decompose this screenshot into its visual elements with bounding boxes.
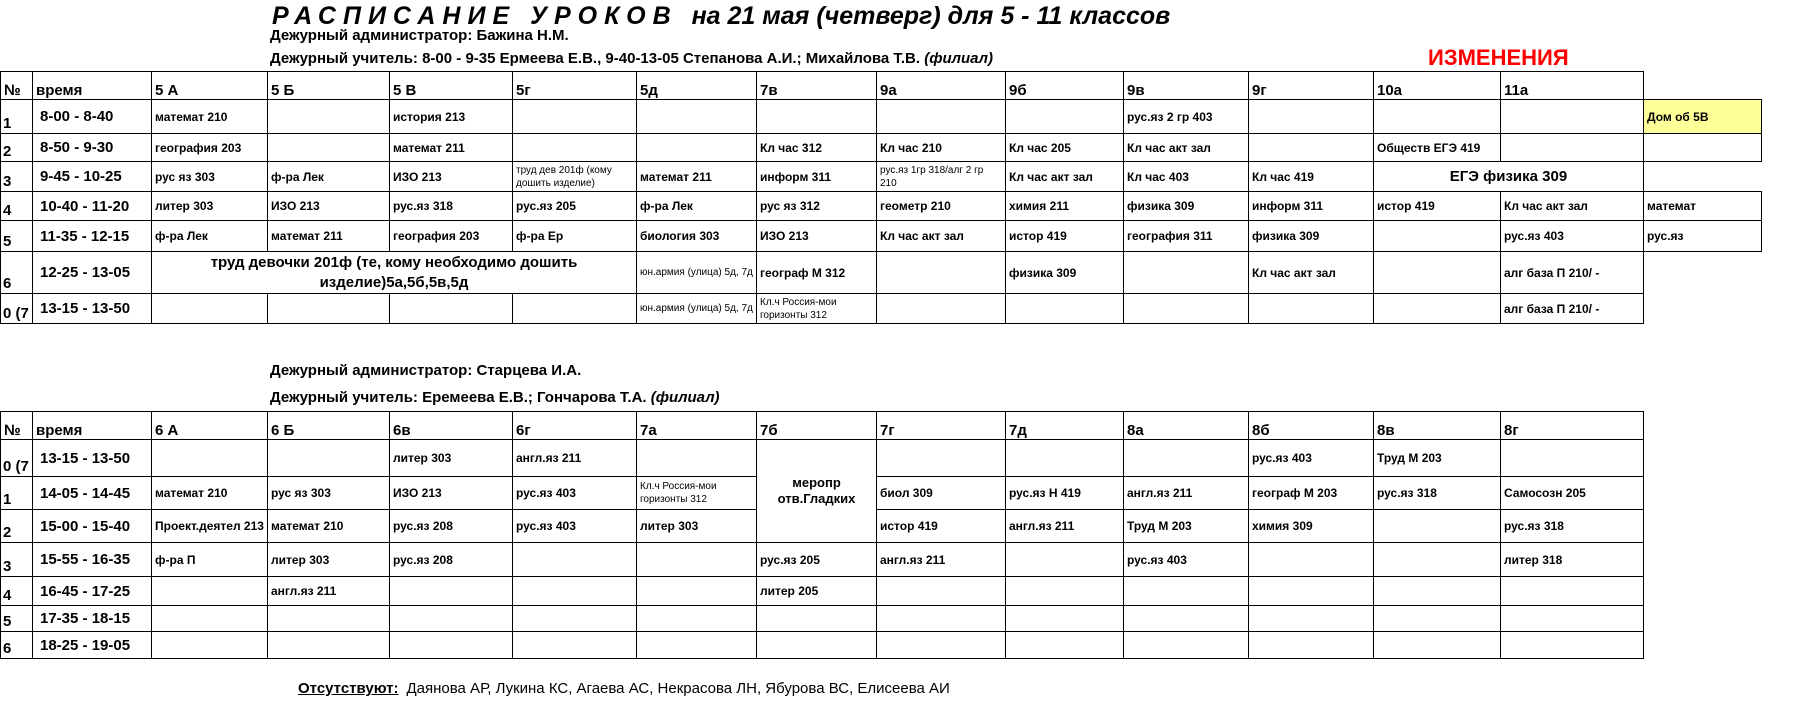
lesson-number: 1 (1, 477, 33, 510)
extra-cell: рус.яз (1644, 221, 1762, 252)
lesson-time: 18-25 - 19-05 (33, 632, 152, 659)
lesson-cell (513, 606, 637, 632)
lesson-number: 0 (7 (1, 294, 33, 324)
lesson-cell (1249, 606, 1374, 632)
lesson-cell: Кл.ч Россия-мои горизонты 312 (757, 294, 877, 324)
lesson-cell: Кл час 210 (877, 134, 1006, 162)
lesson-cell: математ 211 (637, 162, 757, 192)
duty-admin-1: Дежурный администратор: Бажина Н.М. (270, 27, 569, 44)
lesson-cell: литер 303 (637, 510, 757, 543)
lesson-cell: юн.армия (улица) 5д, 7д (637, 252, 757, 294)
lesson-time: 14-05 - 14-45 (33, 477, 152, 510)
lesson-cell: англ.яз 211 (1006, 510, 1124, 543)
header-row (1, 412, 1644, 440)
column-header: 5 А (152, 72, 268, 100)
lesson-cell (152, 440, 268, 477)
lesson-cell: Кл час 403 (1124, 162, 1249, 192)
changes-label: ИЗМЕНЕНИЯ (1428, 45, 1569, 70)
lesson-cell: Кл час акт зал (1006, 162, 1124, 192)
lesson-cell: рус.яз 403 (1501, 221, 1644, 252)
column-header: № (1, 412, 33, 440)
lesson-number: 5 (1, 606, 33, 632)
lesson-cell: Труд М 203 (1124, 510, 1249, 543)
lesson-cell: информ 311 (757, 162, 877, 192)
lesson-cell: рус.яз 2 гр 403 (1124, 100, 1249, 134)
lesson-cell: литер 303 (268, 543, 390, 577)
lesson-cell (1124, 440, 1249, 477)
lesson-cell: математ 211 (390, 134, 513, 162)
page-title: РАСПИСАНИЕ УРОКОВ на 21 мая (четверг) для 5 - 11 классов (272, 2, 1171, 30)
column-header: 5д (637, 72, 757, 100)
lesson-cell: ф-ра Лек (637, 192, 757, 221)
column-header: время (33, 72, 152, 100)
lesson-cell (1501, 606, 1644, 632)
column-header: 9г (1249, 72, 1374, 100)
lesson-cell: Труд М 203 (1374, 440, 1501, 477)
lesson-cell: географ М 203 (1249, 477, 1374, 510)
duty-teacher-2: Дежурный учитель: Еремеева Е.В.; Гончарова Т.А. (филиал) (270, 389, 720, 406)
table-row (1, 606, 1644, 632)
lesson-cell (637, 632, 757, 659)
lesson-cell: география 203 (152, 134, 268, 162)
lesson-cell (152, 632, 268, 659)
lesson-cell: алг база П 210/ - (1501, 294, 1644, 324)
lesson-cell (390, 577, 513, 606)
extra-cell (1644, 134, 1762, 162)
lesson-cell (637, 606, 757, 632)
lesson-cell (1249, 134, 1374, 162)
lesson-cell: математ 211 (268, 221, 390, 252)
lesson-cell: рус яз 312 (757, 192, 877, 221)
lesson-cell: юн.армия (улица) 5д, 7д (637, 294, 757, 324)
lesson-cell: Кл час 312 (757, 134, 877, 162)
spacer-cell (1644, 294, 1762, 324)
lesson-number: 4 (1, 577, 33, 606)
lesson-cell: математ 210 (152, 477, 268, 510)
duty-admin-2: Дежурный администратор: Старцева И.А. (270, 362, 582, 379)
lesson-cell (390, 632, 513, 659)
column-header: 10а (1374, 72, 1501, 100)
lesson-cell: рус.яз 208 (390, 510, 513, 543)
table-row (1, 192, 1762, 221)
lesson-cell (757, 632, 877, 659)
lesson-cell (268, 134, 390, 162)
column-header: 8а (1124, 412, 1249, 440)
lesson-cell (637, 440, 757, 477)
table-row (1, 440, 1644, 477)
lesson-cell (1249, 294, 1374, 324)
lesson-cell: литер 303 (152, 192, 268, 221)
lesson-cell: рус.яз 1гр 318/алг 2 гр 210 (877, 162, 1006, 192)
lesson-number: 5 (1, 221, 33, 252)
lesson-time: 8-00 - 8-40 (33, 100, 152, 134)
lesson-cell: ЕГЭ физика 309 (1374, 162, 1644, 192)
lesson-cell: истор 419 (1006, 221, 1124, 252)
column-header: 8г (1501, 412, 1644, 440)
lesson-time: 16-45 - 17-25 (33, 577, 152, 606)
lesson-cell: труд дев 201ф (кому дошить изделие) (513, 162, 637, 192)
event-cell: меропр отв.Гладких (757, 440, 877, 543)
column-header: 6в (390, 412, 513, 440)
lesson-cell: рус.яз 208 (390, 543, 513, 577)
schedule-table-2 (0, 411, 1644, 659)
lesson-cell: Кл час акт зал (1501, 192, 1644, 221)
lesson-cell: информ 311 (1249, 192, 1374, 221)
extra-cell: математ (1644, 192, 1762, 221)
table-row (1, 252, 1762, 294)
lesson-cell: рус.яз 205 (757, 543, 877, 577)
lesson-number: 4 (1, 192, 33, 221)
lesson-cell (1374, 100, 1501, 134)
column-header: 7д (1006, 412, 1124, 440)
lesson-cell (637, 543, 757, 577)
lesson-cell (877, 577, 1006, 606)
lesson-cell (637, 577, 757, 606)
lesson-time: 13-15 - 13-50 (33, 440, 152, 477)
lesson-cell (1374, 294, 1501, 324)
lesson-cell: рус.яз 403 (1249, 440, 1374, 477)
lesson-cell: рус.яз 403 (513, 477, 637, 510)
lesson-cell: ИЗО 213 (390, 162, 513, 192)
lesson-cell: литер 205 (757, 577, 877, 606)
lesson-cell (390, 294, 513, 324)
lesson-cell (1124, 577, 1249, 606)
lesson-time: 10-40 - 11-20 (33, 192, 152, 221)
lesson-time: 9-45 - 10-25 (33, 162, 152, 192)
lesson-cell (513, 577, 637, 606)
table-row (1, 134, 1762, 162)
lesson-cell (1124, 252, 1249, 294)
lesson-cell (877, 606, 1006, 632)
lesson-cell: англ.яз 211 (513, 440, 637, 477)
lesson-cell (1249, 100, 1374, 134)
table-row (1, 221, 1762, 252)
lesson-number: 3 (1, 162, 33, 192)
lesson-number: 0 (7 (1, 440, 33, 477)
lesson-time: 15-55 - 16-35 (33, 543, 152, 577)
lesson-cell (268, 440, 390, 477)
lesson-cell (1374, 543, 1501, 577)
column-header: 9в (1124, 72, 1249, 100)
lesson-cell: геометр 210 (877, 192, 1006, 221)
lesson-cell (1006, 543, 1124, 577)
column-header: 5г (513, 72, 637, 100)
lesson-cell: физика 309 (1124, 192, 1249, 221)
lesson-cell (637, 100, 757, 134)
lesson-cell (1374, 510, 1501, 543)
lesson-cell (1374, 577, 1501, 606)
lesson-cell: биол 309 (877, 477, 1006, 510)
lesson-cell (268, 606, 390, 632)
column-header: 9б (1006, 72, 1124, 100)
lesson-cell: англ.яз 211 (877, 543, 1006, 577)
lesson-cell (513, 134, 637, 162)
lesson-cell: Кл час 205 (1006, 134, 1124, 162)
lesson-cell (877, 440, 1006, 477)
lesson-number: 6 (1, 252, 33, 294)
column-header: 7б (757, 412, 877, 440)
lesson-cell: ИЗО 213 (757, 221, 877, 252)
lesson-number: 6 (1, 632, 33, 659)
column-header: 8в (1374, 412, 1501, 440)
lesson-time: 17-35 - 18-15 (33, 606, 152, 632)
merged-lesson-cell: труд девочки 201ф (те, кому необходимо дошить изделие)5а,5б,5в,5д (152, 252, 637, 294)
lesson-cell (1501, 632, 1644, 659)
lesson-cell (513, 100, 637, 134)
lesson-cell: рус.яз Н 419 (1006, 477, 1124, 510)
lesson-time: 13-15 - 13-50 (33, 294, 152, 324)
lesson-number: 2 (1, 134, 33, 162)
column-header: 8б (1249, 412, 1374, 440)
lesson-cell (1374, 606, 1501, 632)
lesson-cell: литер 303 (390, 440, 513, 477)
spacer-cell (1644, 252, 1762, 294)
lesson-cell (268, 294, 390, 324)
lesson-cell (877, 252, 1006, 294)
lesson-cell (1374, 632, 1501, 659)
lesson-cell: биология 303 (637, 221, 757, 252)
spacer-cell (1644, 162, 1762, 192)
table-row (1, 100, 1762, 134)
lesson-cell: ф-ра Лек (268, 162, 390, 192)
column-header: 5 Б (268, 72, 390, 100)
lesson-cell (1124, 632, 1249, 659)
duty-teacher-1: Дежурный учитель: 8-00 - 9-35 Ермеева Е.В., 9-40-13-05 Степанова А.И.; Михайлова Т.В. (филиал) (270, 50, 993, 67)
lesson-cell: рус.яз 318 (390, 192, 513, 221)
lesson-cell: ИЗО 213 (390, 477, 513, 510)
lesson-cell (1006, 294, 1124, 324)
spacer-cell (1644, 72, 1762, 100)
table-row (1, 543, 1644, 577)
lesson-cell: рус.яз 318 (1501, 510, 1644, 543)
lesson-cell (1501, 440, 1644, 477)
column-header: 6г (513, 412, 637, 440)
lesson-time: 12-25 - 13-05 (33, 252, 152, 294)
lesson-cell: географ М 312 (757, 252, 877, 294)
lesson-time: 15-00 - 15-40 (33, 510, 152, 543)
lesson-cell: география 311 (1124, 221, 1249, 252)
lesson-cell: рус.яз 403 (1124, 543, 1249, 577)
column-header: время (33, 412, 152, 440)
lesson-cell: истор 419 (1374, 192, 1501, 221)
column-header: 7в (757, 72, 877, 100)
lesson-number: 1 (1, 100, 33, 134)
column-header: 9а (877, 72, 1006, 100)
lesson-cell (757, 606, 877, 632)
lesson-cell: география 203 (390, 221, 513, 252)
lesson-cell (152, 577, 268, 606)
table-row (1, 294, 1762, 324)
lesson-cell (152, 294, 268, 324)
lesson-cell (877, 294, 1006, 324)
lesson-cell (1006, 100, 1124, 134)
lesson-cell (390, 606, 513, 632)
lesson-cell (1006, 577, 1124, 606)
lesson-cell: Проект.деятел 213 (152, 510, 268, 543)
lesson-cell: рус яз 303 (152, 162, 268, 192)
lesson-cell: физика 309 (1249, 221, 1374, 252)
lesson-cell: ИЗО 213 (268, 192, 390, 221)
lesson-cell: математ 210 (268, 510, 390, 543)
lesson-cell: Кл час акт зал (877, 221, 1006, 252)
lesson-cell: математ 210 (152, 100, 268, 134)
lesson-cell: англ.яз 211 (268, 577, 390, 606)
lesson-cell: литер 318 (1501, 543, 1644, 577)
lesson-cell: ф-ра Лек (152, 221, 268, 252)
lesson-cell: рус яз 303 (268, 477, 390, 510)
lesson-cell: рус.яз 403 (513, 510, 637, 543)
table-row (1, 577, 1644, 606)
lesson-cell: химия 211 (1006, 192, 1124, 221)
lesson-cell (1006, 632, 1124, 659)
lesson-cell: физика 309 (1006, 252, 1124, 294)
column-header: 11а (1501, 72, 1644, 100)
lesson-cell (513, 543, 637, 577)
column-header: 5 В (390, 72, 513, 100)
lesson-cell: история 213 (390, 100, 513, 134)
lesson-number: 2 (1, 510, 33, 543)
lesson-cell: Самосозн 205 (1501, 477, 1644, 510)
lesson-cell: Кл час акт зал (1249, 252, 1374, 294)
lesson-cell (757, 100, 877, 134)
lesson-cell: рус.яз 318 (1374, 477, 1501, 510)
lesson-number: 3 (1, 543, 33, 577)
lesson-cell (1124, 294, 1249, 324)
lesson-cell (1249, 577, 1374, 606)
lesson-cell (513, 632, 637, 659)
lesson-cell (1006, 606, 1124, 632)
lesson-cell (1249, 543, 1374, 577)
lesson-cell (513, 294, 637, 324)
absent-teachers: Отсутствуют: Даянова АР, Лукина КС, Агаева АС, Некрасова ЛН, Ябурова ВС, Елисеева АИ (298, 680, 950, 697)
lesson-cell: химия 309 (1249, 510, 1374, 543)
lesson-cell (1374, 252, 1501, 294)
lesson-cell (1374, 221, 1501, 252)
lesson-cell (1501, 100, 1644, 134)
lesson-cell: истор 419 (877, 510, 1006, 543)
lesson-time: 8-50 - 9-30 (33, 134, 152, 162)
lesson-cell (1006, 440, 1124, 477)
column-header: 6 А (152, 412, 268, 440)
header-row (1, 72, 1762, 100)
lesson-cell (1501, 134, 1644, 162)
extra-cell: Дом об 5В (1644, 100, 1762, 134)
table-row (1, 162, 1762, 192)
table-row (1, 632, 1644, 659)
lesson-cell: Обществ ЕГЭ 419 (1374, 134, 1501, 162)
lesson-cell (268, 100, 390, 134)
column-header: 7г (877, 412, 1006, 440)
lesson-cell (268, 632, 390, 659)
schedule-table-1 (0, 71, 1762, 324)
column-header: 6 Б (268, 412, 390, 440)
lesson-cell: англ.яз 211 (1124, 477, 1249, 510)
lesson-cell: Кл.ч Россия-мои горизонты 312 (637, 477, 757, 510)
lesson-cell: ф-ра Ер (513, 221, 637, 252)
lesson-cell (1124, 606, 1249, 632)
lesson-cell (637, 134, 757, 162)
column-header: № (1, 72, 33, 100)
lesson-cell (152, 606, 268, 632)
lesson-cell: Кл час 419 (1249, 162, 1374, 192)
lesson-cell: алг база П 210/ - (1501, 252, 1644, 294)
lesson-cell (1249, 632, 1374, 659)
lesson-cell (1501, 577, 1644, 606)
lesson-cell: ф-ра П (152, 543, 268, 577)
lesson-cell (877, 100, 1006, 134)
column-header: 7а (637, 412, 757, 440)
lesson-cell: Кл час акт зал (1124, 134, 1249, 162)
lesson-cell: рус.яз 205 (513, 192, 637, 221)
lesson-cell (877, 632, 1006, 659)
lesson-time: 11-35 - 12-15 (33, 221, 152, 252)
